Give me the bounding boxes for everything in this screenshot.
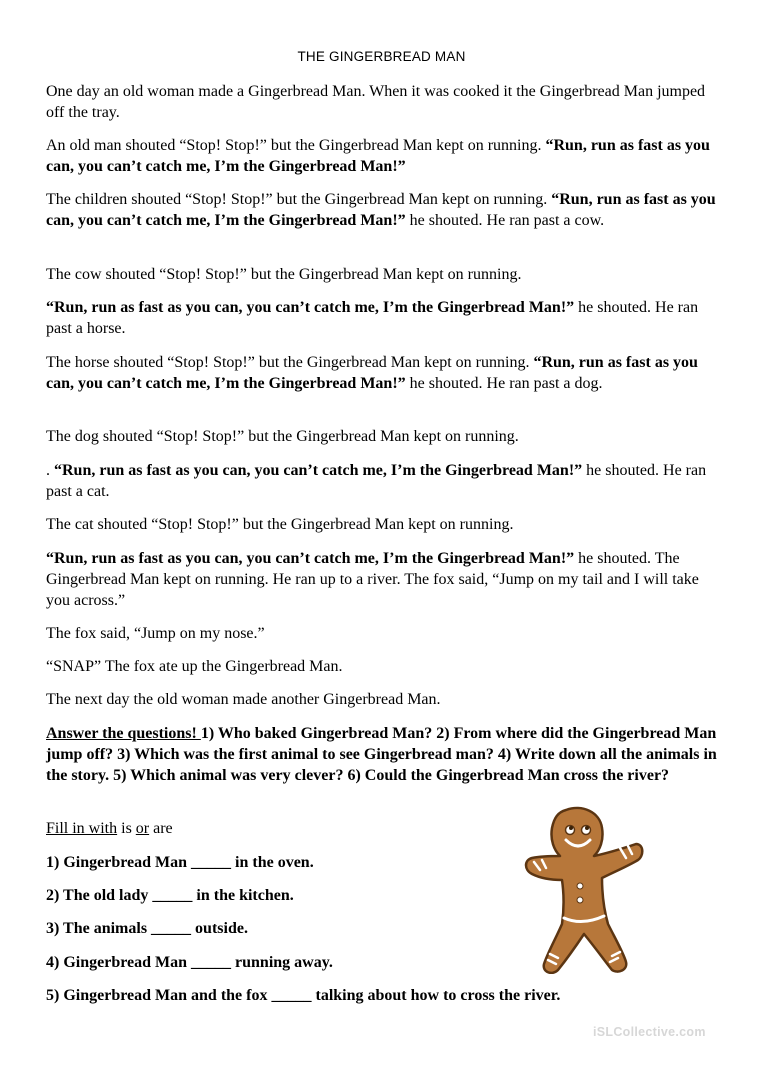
story-paragraph-1: One day an old woman made a Gingerbread Man. When it was cooked it the Gingerbread Man jumped off the tray. xyxy=(46,83,706,121)
questions-heading: Answer the questions! xyxy=(46,725,201,742)
story-paragraph-9: The cat shouted “Stop! Stop!” but the Gingerbread Man kept on running. xyxy=(46,516,514,533)
story-paragraph-11: The fox said, “Jump on my nose.” xyxy=(46,625,265,642)
narration-text: he shouted. He ran past a dog. xyxy=(405,375,603,392)
story-paragraph-4: The cow shouted “Stop! Stop!” but the Gingerbread Man kept on running. xyxy=(46,266,522,283)
fill-item-5: 5) Gingerbread Man and the fox _____ talking about how to cross the river. xyxy=(46,987,561,1004)
fill-item-3: 3) The animals _____ outside. xyxy=(46,920,248,937)
fill-heading-label: Fill in with xyxy=(46,820,118,837)
chant-text: “Run, run as fast as you can, you can’t catch me, I’m the Gingerbread Man!” xyxy=(46,550,575,567)
narration-text: he shouted. The Gingerbread Man kept on running. He ran up to a river. The fox said, “Jump on my tail and I will take you across.” xyxy=(46,550,699,609)
questions-block xyxy=(46,723,726,786)
fill-heading-word-is: is xyxy=(117,820,136,837)
fill-item-1: 1) Gingerbread Man _____ in the oven. xyxy=(46,854,314,871)
narration-text: . xyxy=(46,462,54,479)
chant-text: “Run, run as fast as you can, you can’t catch me, I’m the Gingerbread Man!” xyxy=(46,137,710,175)
chant-text: “Run, run as fast as you can, you can’t catch me, I’m the Gingerbread Man!” xyxy=(54,462,583,479)
chant-text: “Run, run as fast as you can, you can’t catch me, I’m the Gingerbread Man!” xyxy=(46,191,716,229)
story-paragraph-5 xyxy=(46,297,726,339)
fill-heading-word-are: are xyxy=(149,820,173,837)
story-paragraph-10 xyxy=(46,548,726,611)
story-paragraph-7: The dog shouted “Stop! Stop!” but the Gingerbread Man kept on running. xyxy=(46,428,519,445)
story-paragraph-12: “SNAP” The fox ate up the Gingerbread Man. xyxy=(46,658,343,675)
narration-text: he shouted. He ran past a horse. xyxy=(46,299,699,337)
narration-text: An old man shouted “Stop! Stop!” but the Gingerbread Man kept on running. xyxy=(46,137,546,154)
narration-text: The children shouted “Stop! Stop!” but the Gingerbread Man kept on running. xyxy=(46,191,552,208)
narration-text: he shouted. He ran past a cat. xyxy=(46,462,707,500)
story-paragraph-8 xyxy=(46,460,726,502)
narration-text: The horse shouted “Stop! Stop!” but the Gingerbread Man kept on running. xyxy=(46,354,534,371)
story-paragraph-2 xyxy=(46,135,726,177)
narration-text: he shouted. He ran past a cow. xyxy=(405,212,605,229)
chant-text: “Run, run as fast as you can, you can’t catch me, I’m the Gingerbread Man!” xyxy=(46,299,575,316)
fill-heading-or: or xyxy=(135,820,150,837)
story-paragraph-6 xyxy=(46,352,726,394)
fill-item-4: 4) Gingerbread Man _____ running away. xyxy=(46,954,333,971)
chant-text: “Run, run as fast as you can, you can’t catch me, I’m the Gingerbread Man!” xyxy=(46,354,698,392)
gingerbread-man-icon xyxy=(520,806,644,974)
watermark-text: iSLCollective.com xyxy=(593,1025,706,1039)
story-paragraph-13: The next day the old woman made another Gingerbread Man. xyxy=(46,691,441,708)
questions-text: 1) Who baked Gingerbread Man? 2) From where did the Gingerbread Man jump off? 3) Which was the first animal to see Gingerbread man? 4) Write down all the animals in the story. 5) Which animal was very clever? 6) Could the Gingerbread Man cross the river? xyxy=(46,725,717,784)
story-paragraph-3 xyxy=(46,189,726,231)
page-title: THE GINGERBREAD MAN xyxy=(297,49,466,64)
fill-item-2: 2) The old lady _____ in the kitchen. xyxy=(46,887,294,904)
